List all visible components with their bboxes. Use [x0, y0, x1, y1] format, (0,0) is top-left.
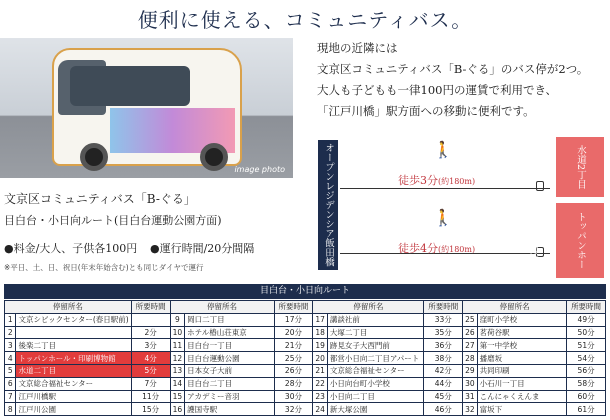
stop-time: 61分	[567, 403, 606, 416]
bus-wheel	[200, 143, 228, 171]
stop-name: 跡見女子大西門前	[327, 339, 423, 352]
table-row	[5, 403, 606, 416]
stop-name: こんにゃくえんま	[477, 390, 566, 403]
stop-number: 16	[170, 403, 185, 416]
stop-number: 9	[170, 313, 185, 326]
table-row	[5, 339, 606, 352]
interval-info: ●運行時間/20分間隔	[150, 242, 255, 255]
stop-time: 45分	[424, 390, 463, 403]
stop-time: 54分	[567, 352, 606, 365]
header-stop: 停留所名	[170, 301, 274, 314]
stop-number: 30	[463, 377, 478, 390]
stop-name: トッパンホール・印刷博物館	[16, 352, 131, 365]
stop-time: 46分	[424, 403, 463, 416]
stop-number: 28	[463, 352, 478, 365]
stop-time: 50分	[567, 326, 606, 339]
stop-name: 小石川一丁目	[477, 377, 566, 390]
stop-number: 1	[5, 313, 16, 326]
stop-time: 26分	[274, 364, 313, 377]
bus-name: 文京区コミュニティバス「B-ぐる」	[4, 192, 196, 206]
stop-time: 60分	[567, 390, 606, 403]
stop-time: 35分	[424, 326, 463, 339]
stop-number: 15	[170, 390, 185, 403]
stop-name: 富坂下	[477, 403, 566, 416]
header-stop: 停留所名	[5, 301, 132, 314]
header-stop: 停留所名	[463, 301, 567, 314]
stop-name: アカデミー音羽	[185, 390, 274, 403]
stop-time: 49分	[567, 313, 606, 326]
stop-name: 大塚二丁目	[327, 326, 423, 339]
stop-name: 護国寺駅	[185, 403, 274, 416]
header-stop: 停留所名	[313, 301, 424, 314]
stop-name: 文京シビックセンター(春日駅前)	[16, 313, 131, 326]
stop-time: 42分	[424, 364, 463, 377]
stop-number: 10	[170, 326, 185, 339]
table-title: 目白台・小日向ルート	[4, 284, 606, 299]
stop-number: 13	[170, 364, 185, 377]
stop-time: 5分	[131, 364, 170, 377]
description-line: 現地の近隣には	[317, 41, 398, 55]
stop-name: 窪町小学校	[477, 313, 566, 326]
stop-number: 3	[5, 339, 16, 352]
table-row	[5, 352, 606, 365]
walk-time-2: 徒歩4分(約180m)	[398, 242, 476, 255]
stop-number: 12	[170, 352, 185, 365]
stop-name: 新大塚公園	[327, 403, 423, 416]
stop-number: 29	[463, 364, 478, 377]
schedule-note: ※平日、土、日、祝日(年末年始含む)とも同じダイヤで運行	[4, 263, 204, 272]
stop-time: 3分	[131, 339, 170, 352]
description-line: 「江戸川橋」駅方面への移動に便利です。	[317, 104, 535, 118]
stop-time: 20分	[274, 326, 313, 339]
stop-time: 11分	[131, 390, 170, 403]
stop-name: 水道二丁目	[16, 364, 131, 377]
stop-time: 58分	[567, 377, 606, 390]
table-row	[5, 390, 606, 403]
stop-name	[16, 326, 131, 339]
stop-name: 目白台運動公園	[185, 352, 274, 365]
stop-time: 33分	[424, 313, 463, 326]
photo-caption: image photo	[234, 165, 285, 174]
stop-number: 24	[313, 403, 328, 416]
header-time: 所要時間	[274, 301, 313, 314]
description-line: 大人も子どもも一律100円の運賃で利用でき、	[317, 83, 557, 97]
header-time: 所要時間	[424, 301, 463, 314]
stop-time: 21分	[274, 339, 313, 352]
walk-time-1: 徒歩3分(約180m)	[398, 174, 476, 187]
stop-name: 播磨坂	[477, 352, 566, 365]
stop-name: 小日向二丁目	[327, 390, 423, 403]
stop-number: 6	[5, 377, 16, 390]
stop-time: 4分	[131, 352, 170, 365]
timetable	[4, 300, 606, 416]
stop-name: 共同印刷	[477, 364, 566, 377]
stop-number: 4	[5, 352, 16, 365]
stop-time	[131, 313, 170, 326]
stop-name: 小日向台町小学校	[327, 377, 423, 390]
stop-suido: 水道2丁目	[556, 137, 604, 197]
stop-name: 後楽二丁目	[16, 339, 131, 352]
stop-number: 18	[313, 326, 328, 339]
stop-name: 岡口二丁目	[185, 313, 274, 326]
header-time: 所要時間	[567, 301, 606, 314]
bus-wheel	[80, 143, 108, 171]
stop-number: 26	[463, 326, 478, 339]
route-name: 目白台・小日向ルート(目白台運動公園方面)	[4, 214, 222, 227]
stop-time: 56分	[567, 364, 606, 377]
stop-number: 31	[463, 390, 478, 403]
stop-time: 25分	[274, 352, 313, 365]
stop-number: 11	[170, 339, 185, 352]
stop-number: 5	[5, 364, 16, 377]
stop-time: 36分	[424, 339, 463, 352]
walk-line	[340, 188, 550, 189]
walker-icon: 🚶	[433, 208, 453, 227]
stop-name: 目白台一丁目	[185, 339, 274, 352]
stop-number: 2	[5, 326, 16, 339]
fare-info: ●料金/大人、子供各100円	[4, 242, 138, 255]
stop-number: 21	[313, 364, 328, 377]
stop-time: 17分	[274, 313, 313, 326]
stop-time: 15分	[131, 403, 170, 416]
stop-name: 目白台二丁目	[185, 377, 274, 390]
stop-name: 第一中学校	[477, 339, 566, 352]
stop-name: 文京総合福祉センター	[16, 377, 131, 390]
stop-number: 27	[463, 339, 478, 352]
stop-time: 7分	[131, 377, 170, 390]
table-header-row	[5, 301, 606, 314]
stop-time: 2分	[131, 326, 170, 339]
stop-number: 20	[313, 352, 328, 365]
stop-number: 19	[313, 339, 328, 352]
header-time: 所要時間	[131, 301, 170, 314]
table-row	[5, 326, 606, 339]
stop-name: 江戸川橋駅	[16, 390, 131, 403]
walker-icon: 🚶	[433, 140, 453, 159]
stop-number: 32	[463, 403, 478, 416]
stop-number: 23	[313, 390, 328, 403]
stop-toppan: トッパンホール・印刷博物館	[556, 203, 604, 278]
stop-number: 22	[313, 377, 328, 390]
bus-stop-icon	[536, 181, 544, 191]
bus-photo	[0, 38, 293, 178]
table-row	[5, 364, 606, 377]
description	[317, 38, 588, 122]
stop-name: 文京総合福祉センター	[327, 364, 423, 377]
stop-time: 38分	[424, 352, 463, 365]
stop-time: 32分	[274, 403, 313, 416]
stop-number: 8	[5, 403, 16, 416]
origin-label: オープンレジデンシア飯田橋	[318, 140, 338, 270]
stop-number: 14	[170, 377, 185, 390]
stop-time: 44分	[424, 377, 463, 390]
stop-number: 17	[313, 313, 328, 326]
page-title: 便利に使える、コミュニティバス。	[137, 8, 473, 32]
stop-time: 28分	[274, 377, 313, 390]
stop-time: 51分	[567, 339, 606, 352]
stop-time: 30分	[274, 390, 313, 403]
stop-name: 都営小日向二丁目アパート	[327, 352, 423, 365]
bus-window	[70, 66, 190, 106]
stop-name: 江戸川公園	[16, 403, 131, 416]
stop-name: ホテル椿山荘東京	[185, 326, 274, 339]
description-line: 文京区コミュニティバス「B-ぐる」のバス停が2つ。	[317, 62, 589, 76]
stop-number: 7	[5, 390, 16, 403]
stop-name: 茗荷谷駅	[477, 326, 566, 339]
stop-name: 日本女子大前	[185, 364, 274, 377]
stop-number: 25	[463, 313, 478, 326]
table-row	[5, 313, 606, 326]
table-row	[5, 377, 606, 390]
stop-name: 講談社前	[327, 313, 423, 326]
